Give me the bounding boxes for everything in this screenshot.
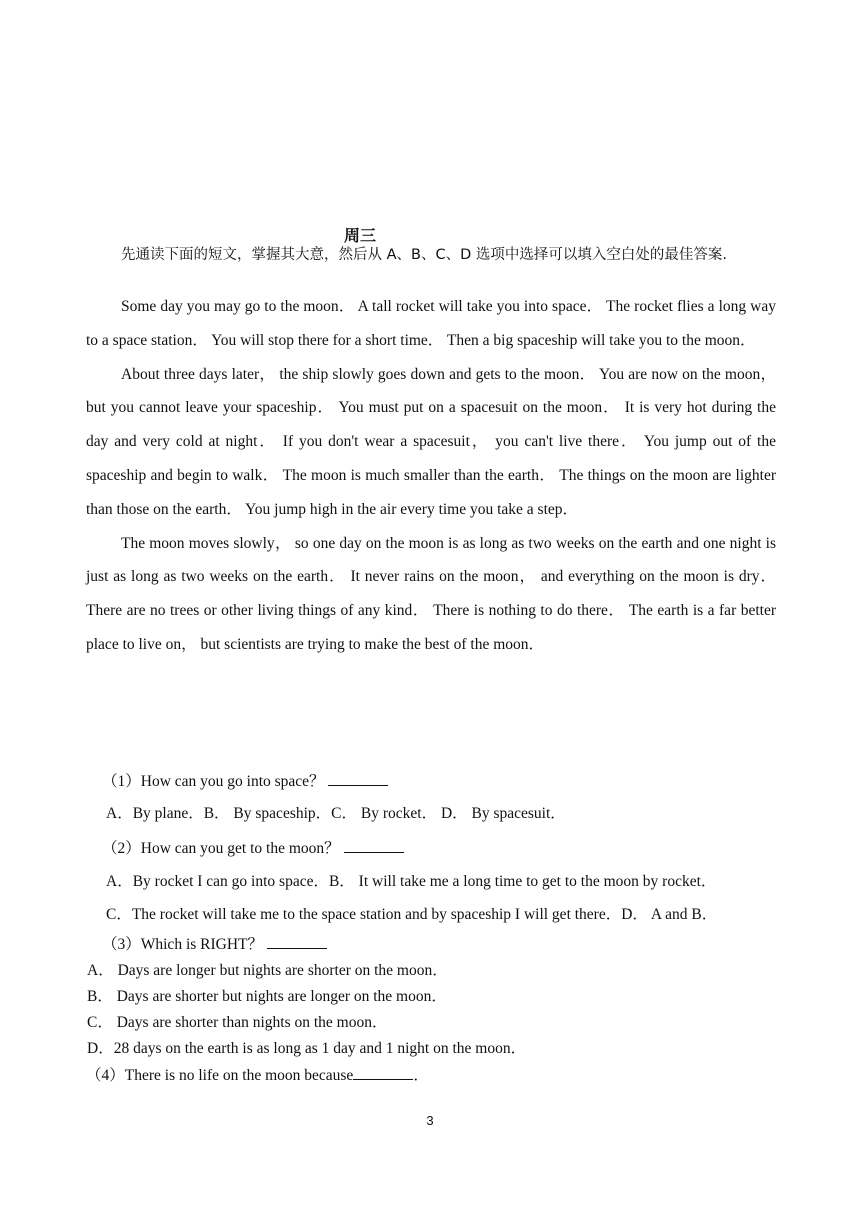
page-title: 周三 (343, 228, 376, 245)
question-1-text: （1）How can you go into space？ (102, 773, 325, 790)
paragraph-2: About three days later， the ship slowly goes down and gets to the moon． You are now on the moon， but you cannot leave your spaceship． You must put on a spacesuit on the moon． It is very hot during the day and very cold at night． If you don't wear a spacesuit， you can't live there． You jump out of the spaceship and begin to walk． The moon is much smaller than the earth． The things on the moon are lighter than those on the earth． You jump high in the air every time you take a step． (86, 365, 776, 518)
question-3-option-a: A． Days are longer but nights are shorter on the moon． (87, 962, 448, 979)
question-2-options-line-1: A．By rocket I can go into space．B． It will take me a long time to get to the moon by rocket． (106, 873, 717, 890)
question-4-end: ． (413, 1067, 429, 1084)
paragraph-3: The moon moves slowly， so one day on the moon is as long as two weeks on the earth and one night is just as long as two weeks on the earth． It never rains on the moon， and everything on the moon is dry． There are no trees or other living things of any kind． There is nothing to do there． The earth is a far better place to live on， but scientists are trying to make the best of the moon． (86, 534, 776, 653)
question-3-option-d: D．28 days on the earth is as long as 1 day and 1 night on the moon． (87, 1040, 527, 1057)
question-1 (102, 771, 388, 792)
answer-blank-2[interactable] (344, 838, 404, 853)
answer-blank-3[interactable] (267, 934, 327, 949)
answer-blank-1[interactable] (328, 771, 388, 786)
question-2-options-line-2: C．The rocket will take me to the space station and by spaceship I will get there．D． A and B． (106, 906, 718, 923)
question-2 (102, 838, 404, 859)
answer-blank-4[interactable] (353, 1065, 413, 1080)
question-1-options: A．By plane．B． By spaceship．C． By rocket． D． By spacesuit． (106, 805, 566, 822)
page-number: 3 (426, 1113, 434, 1128)
question-3-option-b: B． Days are shorter but nights are longer on the moon． (87, 988, 447, 1005)
reading-passage (86, 290, 776, 662)
question-4 (86, 1065, 429, 1086)
question-4-text: （4）There is no life on the moon because (86, 1067, 354, 1084)
question-3-text: （3）Which is RIGHT？ (102, 936, 264, 953)
instructions: 先通读下面的短文，掌握其大意，然后从 A、B、C、D 选项中选择可以填入空白处的最佳答案. (121, 247, 727, 263)
paragraph-1: Some day you may go to the moon． A tall rocket will take you into space． The rocket flies a long way to a space station． You will stop there for a short time． Then a big spaceship will take you to the moon． (86, 298, 776, 349)
question-2-text: （2）How can you get to the moon？ (102, 840, 340, 857)
question-3-option-c: C． Days are shorter than nights on the moon． (87, 1014, 388, 1031)
question-3 (102, 934, 327, 955)
